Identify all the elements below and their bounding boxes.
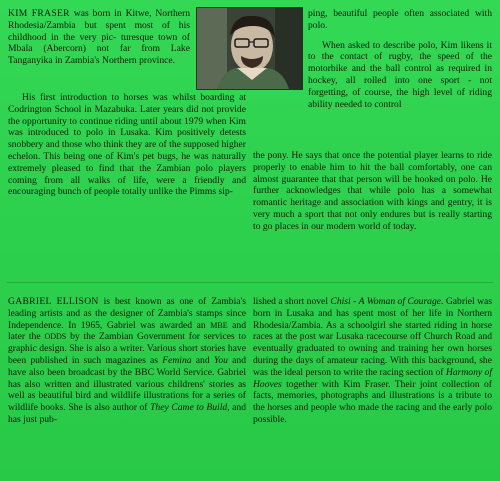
- book-they-came-to-build: They Came to Build: [150, 402, 228, 414]
- portrait-illustration: [197, 8, 302, 89]
- ellison-right-c: together with Kim Fraser. Their joint collection of facts, memories, photographs and illustrations is a tribute to the horses and people who made the racing and the early polo possible.: [253, 378, 492, 425]
- ellison-text-c: by the Zambian Government for services to graphic design. She is also a writer. Various short stories have been published in such magazines as: [8, 331, 246, 366]
- odds-abbreviation: ODDS: [44, 332, 67, 342]
- ellison-paragraph-right: [253, 296, 492, 426]
- fraser-intro-line-2: Northern Rhodesia/Zambia but spent: [8, 8, 190, 31]
- fraser-right-top: [308, 8, 492, 110]
- ellison-text-d: and have also been broadcast by the BBC World Service. Gabriel has also written and illustrated various childrens' stories as well as beautiful bird and wildlife illustrations for a series of wildlife books. She is also author of: [8, 354, 246, 414]
- fraser-intro-line-1: was born in Kitwe,: [73, 8, 152, 19]
- book-harmony-of-hooves: Harmony of Hooves: [253, 366, 492, 390]
- fraser-right-column: [253, 150, 492, 233]
- fraser-intro: [8, 8, 190, 67]
- fraser-intro-column: [8, 8, 190, 67]
- fraser-intro-line-6: Zambia's Northern province.: [64, 55, 176, 67]
- ellison-and: and: [195, 354, 210, 366]
- ellison-right-column: [253, 296, 492, 426]
- fraser-right-top-text: ping, beautiful people often associated with polo.: [308, 8, 492, 31]
- fraser-paragraph-2: His first introduction to horses was whilst boarding at Codrington School in Mazabuka. Later years did not provide the opportunity to continue riding until about 1979 when Kim was introduced to polo in Lusaka. Kim positively detests snobbery and those who think they are of the supposed higher echelon. This being one of Kim's pet bugs, he was naturally extremely pleased to find that the Zambian polo players coming from all walks of life, were a friendly and encouraging bunch of people totally unlike the Pimms sip-: [8, 92, 246, 198]
- mbe-abbreviation: MBE: [210, 320, 228, 330]
- ellison-text-a: is best known as one of Zambia's leading artists and as the designer of Zambia's stamps since Independence. In 1965, Gabriel was awarded an: [8, 296, 246, 331]
- fraser-name: KIM FRASER: [8, 8, 70, 19]
- fraser-paragraph-3: When asked to describe polo, Kim likens it to the contact of rugby, the speed of the motorbike and the ball control as required in hockey, all rolled into one sport - not forgetting, of course, the high level of riding ability needed to control: [308, 39, 492, 110]
- fraser-intro-line-3: most of his childhood in the very pic-: [8, 19, 190, 43]
- magazine-femina: Femina: [162, 354, 192, 366]
- ellison-text-e: , and has just pub-: [8, 402, 247, 425]
- fraser-portrait-photo: [196, 7, 303, 90]
- ellison-right-a: lished a short novel: [253, 296, 328, 307]
- ellison-right-b: . Gabriel was born in Lusaka and has spent most of her life in Northern Rhodesia/Zambia. As a schoolgirl she started riding in horse races at the post war Lusaka racecourse off Church Road and eventually graduated to owning and training her own horses during the days of amateur racing. With this background, she was the ideal person to write the racing section of: [253, 296, 492, 378]
- fraser-paragraph-3-continued: the pony. He says that once the potential player learns to ride properly to enable him to hit the ball comfortably, one can almost guarantee that that person will be hooked on polo. He further acknowledges that while polo has a somewhat romantic heritage and association with kings and gentry, it is very much a sport that not only endures but is really starting to go places in our modern world of today.: [253, 150, 492, 232]
- book-chisi: Chisi - A Woman of Courage: [330, 296, 442, 307]
- fraser-intro-line-4: turesque town of Mbala (Abercorn): [8, 31, 191, 55]
- ellison-left-column: [8, 296, 246, 426]
- ellison-paragraph-left: [8, 296, 246, 426]
- fraser-left-column: [8, 92, 246, 198]
- section-divider: [7, 282, 493, 283]
- ellison-text-b: and later the: [8, 319, 246, 343]
- ellison-name: GABRIEL ELLISON: [8, 296, 99, 307]
- magazine-you: You: [213, 354, 228, 366]
- fraser-intro-line-5: not far from Lake Tanganyika in: [8, 43, 190, 67]
